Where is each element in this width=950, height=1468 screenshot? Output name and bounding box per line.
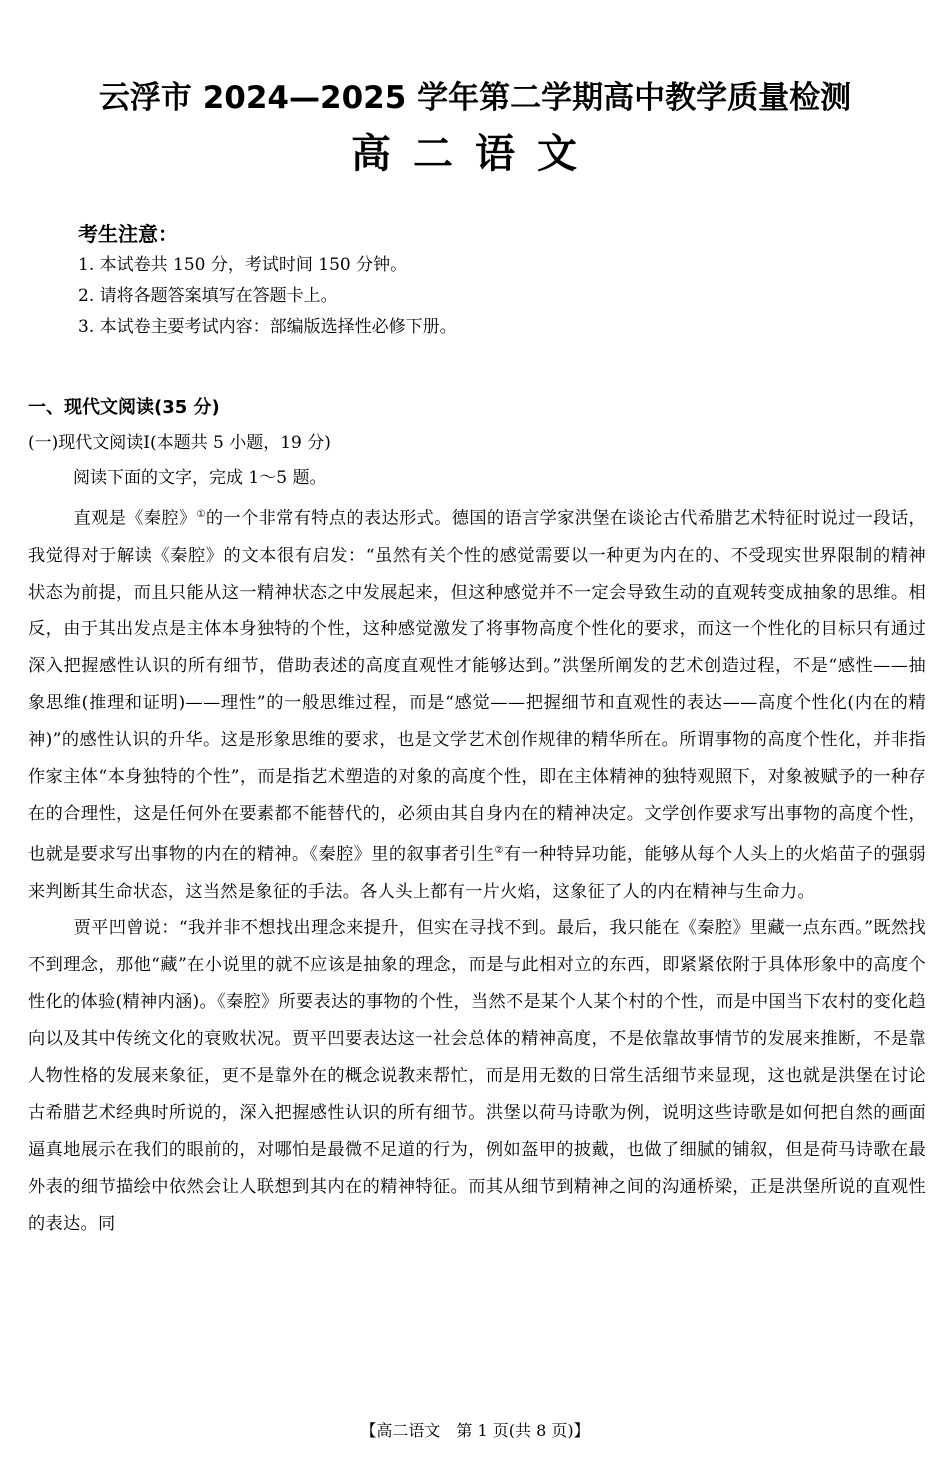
section-title: 一、现代文阅读(35 分) [28, 397, 220, 418]
footnote-marker-2: ② [494, 844, 504, 856]
p1-text-b: 的一个非常有特点的表达形式。德国的语言学家洪堡在谈论古代希腊艺术特征时说过一段话，我觉得对于解读《秦腔》的文本很有启发：“虽然有关个性的感觉需要以一种更为内在的、不受现实世界限制的精神状态为前提，而且只能从这一精神状态之中发展起来，但这种感觉并不一定会导致生动的直观转变成抽象的思维。相反，由于其出发点是主体本身独特的个性，这种感觉激发了将事物高度个性化的要求，而这一个性化的目标只有通过深入把握感性认识的所有细节，借助表述的高度直观性才能够达到。”洪堡所阐发的艺术创造过程，不是“感性——抽象思维(推理和证明)——理性”的一般思维过程，而是“感觉——把握细节和直观性的表达——高度个性化(内在的精神)”的感性认识的升华。这是形象思维的要求，也是文学艺术创作规律的精华所在。所谓事物的高度个性化，并非指作家主体“本身独特的个性”，而是指艺术塑造的对象的高度个性，即在主体精神的独特观照下，对象被赋予的一种存在的合理性，这是任何外在要素都不能替代的，必须由其自身内在的精神决定。文学创作要求写出事物的高度个性，也就是要求写出事物的内在的精神。《秦腔》里的叙事者引生 [28, 508, 926, 865]
subsection-title: (一)现代文阅读Ⅰ(本题共 5 小题，19 分) [28, 433, 331, 453]
paragraph-1 [28, 497, 926, 910]
notice-title: 考生注意： [78, 222, 178, 246]
p1-text-a: 直观是《秦腔》 [73, 508, 197, 529]
passage [28, 497, 926, 1243]
p1-text-c: 有一种特异功能，能够从每个人头上的火焰苗子的强弱来判断其生命状态，这当然是象征的手法。各人头上都有一片火焰，这象征了人的内在精神与生命力。 [28, 844, 926, 902]
notice-item-1: 1. 本试卷共 150 分，考试时间 150 分钟。 [78, 255, 408, 275]
paragraph-2: 贾平凹曾说：“我并非不想找出理念来提升，但实在寻找不到。最后，我只能在《秦腔》里藏一点东西。”既然找不到理念，那他“藏”在小说里的就不应该是抽象的理念，而是与此相对立的东西，即紧紧依附于具体形象中的高度个性化的体验(精神内涵)。《秦腔》所要表达的事物的个性，当然不是某个人某个村的个性，而是中国当下农村的变化趋向以及其中传统文化的衰败状况。贾平凹要表达这一社会总体的精神高度，不是依靠故事情节的发展来推断，不是靠人物性格的发展来象征，更不是靠外在的概念说教来帮忙，而是用无数的日常生活细节来显现，这也就是洪堡在讨论古希腊艺术经典时所说的，深入把握感性认识的所有细节。洪堡以荷马诗歌为例，说明这些诗歌是如何把自然的画面逼真地展示在我们的眼前的，对哪怕是最微不足道的行为，例如盔甲的披戴，也做了细腻的铺叙，但是荷马诗歌在最外表的细节描绘中依然会让人联想到其内在的精神特征。而其从细节到精神之间的沟通桥梁，正是洪堡所说的直观性的表达。同 [28, 918, 926, 1234]
page-footer: 【高二语文 第 1 页(共 8 页)】 [360, 1421, 590, 1440]
notice-item-2: 2. 请将各题答案填写在答题卡上。 [78, 286, 338, 306]
notice-item-3: 3. 本试卷主要考试内容：部编版选择性必修下册。 [78, 317, 457, 337]
reading-instruction: 阅读下面的文字，完成 1～5 题。 [73, 468, 327, 488]
subject-title: 高二语文 [351, 131, 599, 177]
footnote-marker-1: ① [196, 509, 206, 520]
notice-box [78, 218, 918, 343]
exam-title: 云浮市 2024—2025 学年第二学期高中教学质量检测 [98, 80, 852, 116]
